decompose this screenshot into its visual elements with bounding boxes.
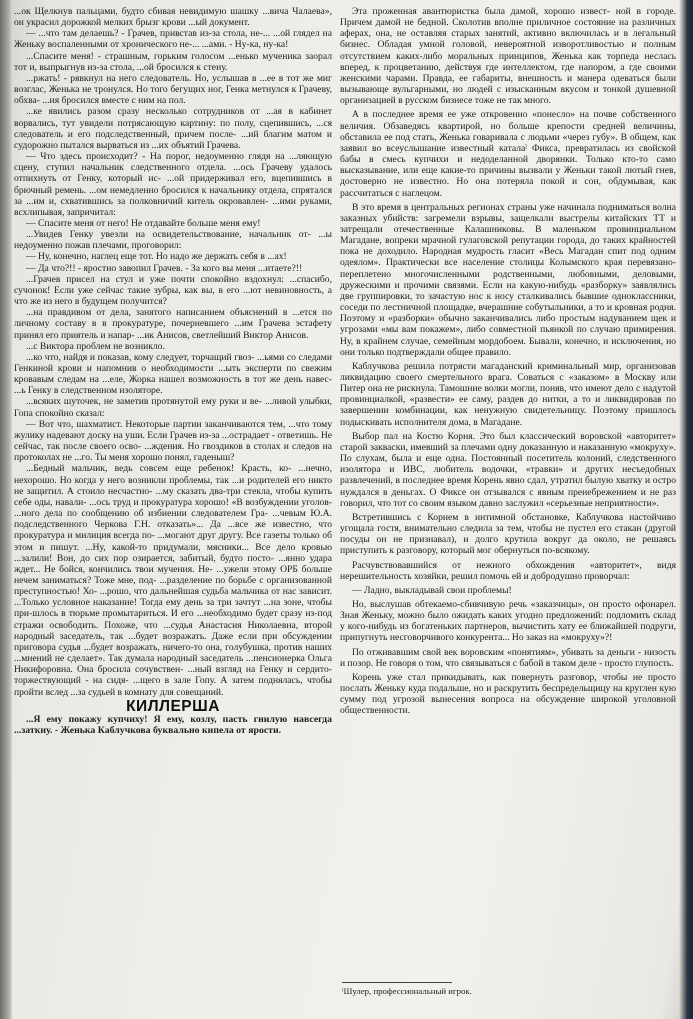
left-paragraph: — Спасите меня от него! Не отдавайте больше меня ему! (26, 217, 261, 229)
left-paragraph: ...ржать! - рявкнул на него следователь. Но, услышав в ...ее в тот же миг возглас, Женька не тронулся. Но того бегущих ног, Генка метнулся к Грачеву, обхва- ...ия бросился вместе с ним на пол. (14, 72, 332, 107)
left-paragraph: ...Грачев присел на стул и уже почти спокойно вздохнул: ...спасибо, сучонок! Если уже сейчас такие зубры, как вы, в его ...ют невиновность, а что же из него в будущем получится? (14, 273, 332, 308)
right-paragraph: А в последнее время ее уже откровенно «понесло» на почве собственного величия. Обзаведясь квартирой, но больше крепости средней величины, обставила ее под стать, Женька говаривала с людьми «через губу». В общем, как заявил во всеуслышание известный каталаˡ Фикса, превратилась из свойской бабы в смесь купчихи и недоделанной дворянки. Только кто-то само высказывание, или еще какие-то причины вызвали у Женьки такой лютый гнев, достоверно не известно. Но она потеряла покой и сон, обдумывая, как рассчитаться с наглецом. (340, 109, 676, 199)
left-paragraph: ...ко что, найдя и показав, кому следует, торчащий гвоз- ...ьями со следами Генкиной крови и напомнив о необходимости ...ыть эксперти по свежим кровавым следам на ...еле, Жорка нашел возможность в тот же день навес- ...ь Генку в следственном изоляторе. (14, 351, 332, 397)
right-paragraph: — Ладно, выкладывай свои проблемы! (352, 584, 512, 596)
right-paragraph: Каблучкова решила потрясти магаданский криминальный мир, организовав ликвидацию своего смертельного врага. Соваться с «заказом» в Москву или Питер она не рискнула. Тамошние волки могли, поняв, что имеют дело с надутой провинциалкой, «развести» ее саму, раздев до нитки, а то и ликвидировав по завершении комбинации, как ненужную свидетельницу. Поэтому пришлось подыскивать исполнителя дома, в Магадане. (340, 360, 676, 428)
left-paragraph: ...всяких шуточек, не заметив протянутой ему руки и ве- ...ливой улыбки, Гопа спокойно сказал: (14, 396, 332, 419)
right-column (340, 6, 676, 720)
right-paragraph: Выбор пал на Костю Корня. Это был классический воровской «авторитет» старой закваски, имевший за плечами одну доказанную и наказанную «мокруху». По слухам, была и еще одна. Постоянный посетитель колоний, следственного изолятора и ИВС, любитель водочки, «травки» и других несъедобных развлечений, в последнее время Корень явно сдал, утратил былую хватку и остро нуждался в деньгах. О Фиксе он отзывался с явным пренебрежением и не раз говорил, что тот со своим языком давно заслужил «серьезные неприятности». (340, 430, 676, 509)
left-paragraph: ...Увидев Генку увезли на освидетельствование, начальник от- ...ы недоуменно пожав плечами, проговорил: (14, 229, 332, 252)
footnote-divider (342, 982, 452, 983)
page-edge-shadow (679, 0, 693, 1019)
right-paragraph: Но, выслушав обтекаемо-сбивчивую речь «заказчицы», он просто офонарел. Зная Женьку, можно было ожидать каких угодно предложений: подломить склад у кого-нибудь из богатеньких партнеров, вычистить хату ее ближайшей подруги, припугнуть несговорчивого конкурента... Но заказ на «мокруху»?! (340, 598, 676, 644)
footnote: ˡШулер, профессиональный игрок. (342, 986, 472, 996)
left-paragraph: ...ке явились разом сразу несколько сотрудников от ...ая в кабинет ворвались, тут увидели потрясающую картину: по полу, сцепившись, ...ся следователь и его подследственный, причем после- ...ий благим матом и судорожно пытался вырваться из ...их объятий Грачева. (14, 106, 332, 151)
right-paragraph: Встретившись с Корнем в интимной обстановке, Каблучкова настойчиво угощала гостя, внимательно следила за тем, чтобы не пустел его стакан (другой посуды он не признавал), и долго крутила вокруг да около, не решаясь приступить к разговору, который мог обернуться по-всякому. (340, 511, 676, 557)
left-column (14, 6, 332, 1016)
left-paragraph: ...с Виктора проблем не возникло. (26, 340, 165, 352)
left-paragraph: — Ну, конечно, наглец еще тот. Но надо же держать себя в ...ах! (26, 251, 287, 263)
page-spine-shadow (0, 0, 12, 1019)
left-paragraph: ...Бедный мальчик, ведь совсем еще ребенок! Красть, ко- ...нечно, нехорошо. Но когда у него возникли проблемы, так ...и родителей его никто не защитил. А стоило несчастно- ...му сказать два-три стекла, чтобы купить себе оды, навали- ...ось труд и прокуратура хорошо! «В возбуждении уголов- ...ного дела по сообщению об избиении следователем Гра- ...чевым Ю.А. подследственного Черкова Г.Н. отказать»... Да ...все же известно, что прокуратура и милиция всегда по- ...могают друг другу. Все газеты только об этом и пишут. ...Ну, какой-то придумали, мясники... Все дело кровью ...залили! Вон, до сих пор озирается, забитый, будто посто- ...янно удара ждет... Не бойся, кончились твои мучения. Не- ...ужели этому ОРБ больше нечем заниматься? Тоже мне, под- ...разделение по борьбе с организованной преступностью! Хо- ...рошо, что дальнейшая судьба мальчика от нас зависит. ...Только условное наказание! Тогда ему день за три зачтут ...на зоне, чтобы при-шлось в тюрьме промытариться. И его ...необходимо будет сразу из-под стражи освободить. Похоже, что ...судья Анастасия Николаевна, второй народный заседатель, так ...будет возражать. Даже если при обсуждении приговора судья ...будет возражать, ничего-то она, голубушка, против наших ...мнений не сделает». Так думала народный заседатель ...пенсионерка Ольга Никифоровна. Она бросила сочувствен- ...ный взгляд на Генку и сердито-торжествующий - на сидя- ...щего в зале Гопу. А затем поднялась, чтобы пройти вслед ...за судьей в комнату для совещаний. (14, 463, 332, 698)
right-paragraph: Расчувствовавшийся от нежного обхождения «авторитет», видя нерешительность хозяйки, решил помочь ей и добродушно проворчал: (340, 559, 676, 582)
left-paragraph: — ...что там делаешь? - Грачев, привстав из-за стола, не-... ...ой глядел на Женьку воспаленными от хронического не-... ...ами. - Ну-ка, ну-ка! (14, 28, 332, 51)
left-paragraph: ...на правдивом от дела, занятого написанием объяснений в ...ется по личному составу в в прокуратуре, почерневшего ...им Грачева эстафету принял его приятель и напар- ...ик Анисов, светлейший Виктор Анисов. (14, 307, 332, 341)
section-epigraph: ...Я ему покажу купчиху! Я ему, козлу, пасть гнилую навсегда ...заткну. - Женька Каблучкова буквально кипела от ярости. (14, 713, 332, 737)
right-paragraph: По отживавшим свой век воровским «понятиям», убивать за деньги - низость и позор. Не говоря о том, что связываться с бабой в таком деле - просто глупость. (340, 646, 676, 669)
left-paragraph: — Да что?!! - яростно завопил Грачев. - За кого вы меня ...итаете?!! (26, 262, 303, 274)
right-paragraph: В это время в центральных регионах страны уже начинала подниматься волна заказных убийств: загремели взрывы, защелкали выстрелы китайских ТТ и затрещали отечественные Калашниковы. В маленьком провинциальном Магадане, вопреки мрачной гулаговской репутации города, до таких крайностей пока не доходило. Народная мудрость гласит «Весь Магадан спит под одним одеялом». Практически все население столицы Колымского края перевязано-переплетено многочисленными родственными, любовными, деловыми, дружескими и прочими связями. Если на какую-нибудь «разборку» заявлялись две группировки, то зачастую нос к носу сталкивались бывшие одноклассники, соседи по лестничной площадке, вчерашние собутыльники, а то и кровная родня. Поэтому и «разборки» обычно заканчивались либо простым надуванием щек и угрозами «мы вам покажем», либо совместной пьянкой по случаю примирения. Ну, в крайнем случае, семейным мордобоем. Бывали, конечно, и исключения, но они только подтверждали общее правило. (340, 201, 676, 358)
left-paragraph: ...ок Щелкнув пальцами, будто сбивая невидимую шашку ...вича Чалаева», он украсил дорожкой мелких брызг крови ...ый документ. (14, 6, 332, 29)
section-title: КИЛЛЕРША (126, 697, 220, 715)
left-paragraph: ...Спасите меня! - страшным, горьким голосом ...енько мученика заорал тот и, выпрыгнув из-за стола, ...ой бросился к стену. (14, 50, 332, 73)
right-paragraph: Корень уже стал прикидывать, как повернуть разговор, чтобы не просто послать Женьку куда подальше, но и раскрутить беспредельщицу на круглен кую сумму под угрозой вынесения вопроса на обсуждение широкой уголовной общественности. (340, 671, 676, 717)
left-paragraph: — Что здесь происходит? - На порог, недоуменно глядя на ...ляющую сцену, ступил начальник следственного отдела. ...ось Грачеву удалось отпихнуть от Генку, который ис- ...ой придерживал его, вцепившись в брючный ремень. ...ом немедленно бросился к начальнику отдела, спрятался за ...им и, схватившись за полковничий китель окровавлен- ...ими руками, всхлипывая, запричитал: (14, 151, 332, 218)
left-paragraph: — Вот что, шахматист. Некоторые партии заканчиваются тем, ...что тому жулику надевают доску на уши. Если Грачев из-за ...острадает - ответишь. Не сейчас, так после своего осво- ...ждения. Но гвоздиков в столах и следов на протоколах не ...го. Ты меня хорошо понял, гаденыш? (14, 418, 333, 464)
right-paragraph: Эта проженная авантюристка была дамой, хорошо извест- ной в городе. Причем дамой не бедной. Сколотив вполне приличное состояние на различных аферах, она, не оставляя старых занятий, активно включилась и в легальный бизнес. Обладая умной головой, невероятной изворотливостью и полным отсутствием каких-либо моральных принципов, Женька как торпеда неслась вперед, к процветанию, действуя где интеллектом, где напором, а где своими женскими чарами. Правда, ее габариты, внешность и манера одеваться были вызывающе вульгарными, но людей с изысканным вкусом и тонкой душевной организацией в русском бизнесе тоже не так много. (340, 6, 676, 107)
